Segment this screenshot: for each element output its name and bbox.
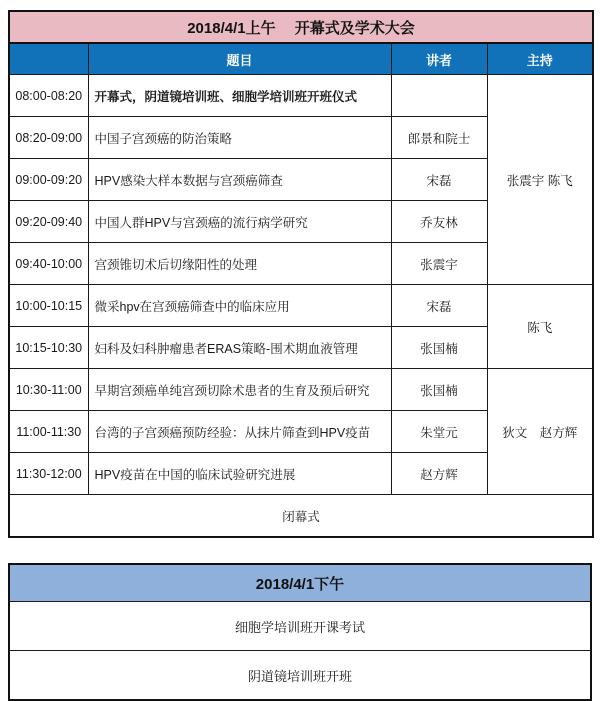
- speaker-cell: 张震宇: [391, 243, 487, 285]
- chair-cell: 狄文 赵方辉: [487, 369, 593, 495]
- time-cell: 10:15-10:30: [9, 327, 88, 369]
- afternoon-title-row: [9, 564, 591, 602]
- title-cell: 微采hpv在宫颈癌筛查中的临床应用: [88, 285, 391, 327]
- speaker-cell: 宋磊: [391, 285, 487, 327]
- closing-row: [9, 495, 593, 538]
- time-cell: 11:30-12:00: [9, 453, 88, 495]
- chair-cell: 陈飞: [487, 285, 593, 369]
- title-cell: HPV疫苗在中国的临床试验研究进展: [88, 453, 391, 495]
- time-cell: 11:00-11:30: [9, 411, 88, 453]
- morning-title-row: [9, 11, 593, 43]
- time-cell: 10:00-10:15: [9, 285, 88, 327]
- time-cell: 09:20-09:40: [9, 201, 88, 243]
- col-header-time: [9, 43, 88, 75]
- title-cell: 妇科及妇科肿瘤患者ERAS策略-围术期血液管理: [88, 327, 391, 369]
- title-cell: 台湾的子宫颈癌预防经验：从抹片筛查到HPV疫苗: [88, 411, 391, 453]
- speaker-cell: 宋磊: [391, 159, 487, 201]
- afternoon-item-cell: 细胞学培训班开课考试: [9, 602, 591, 651]
- schedule-row: [9, 369, 593, 411]
- morning-session-header: 2018/4/1上午 开幕式及学术大会: [9, 11, 593, 43]
- col-header-title: 题目: [88, 43, 391, 75]
- speaker-cell: 乔友林: [391, 201, 487, 243]
- afternoon-schedule-table: [8, 563, 592, 701]
- column-header-row: [9, 43, 593, 75]
- speaker-cell: 赵方辉: [391, 453, 487, 495]
- schedule-row: [9, 651, 591, 701]
- speaker-cell: [391, 75, 487, 117]
- title-cell: 早期宫颈癌单纯宫颈切除术患者的生育及预后研究: [88, 369, 391, 411]
- schedule-row: [9, 75, 593, 117]
- col-header-chair: 主持: [487, 43, 593, 75]
- title-cell: 开幕式，阴道镜培训班、细胞学培训班开班仪式: [88, 75, 391, 117]
- speaker-cell: 朱堂元: [391, 411, 487, 453]
- schedule-row: [9, 602, 591, 651]
- time-cell: 10:30-11:00: [9, 369, 88, 411]
- morning-schedule-table: [8, 10, 594, 538]
- closing-ceremony-cell: 闭幕式: [9, 495, 593, 538]
- time-cell: 09:00-09:20: [9, 159, 88, 201]
- afternoon-item-cell: 阴道镜培训班开班: [9, 651, 591, 701]
- title-cell: HPV感染大样本数据与宫颈癌筛查: [88, 159, 391, 201]
- time-cell: 08:00-08:20: [9, 75, 88, 117]
- title-cell: 中国人群HPV与宫颈癌的流行病学研究: [88, 201, 391, 243]
- time-cell: 08:20-09:00: [9, 117, 88, 159]
- speaker-cell: 张国楠: [391, 327, 487, 369]
- col-header-speaker: 讲者: [391, 43, 487, 75]
- title-cell: 中国子宫颈癌的防治策略: [88, 117, 391, 159]
- speaker-cell: 张国楠: [391, 369, 487, 411]
- chair-cell: 张震宇 陈飞: [487, 75, 593, 285]
- schedule-row: [9, 285, 593, 327]
- time-cell: 09:40-10:00: [9, 243, 88, 285]
- speaker-cell: 郎景和院士: [391, 117, 487, 159]
- title-cell: 宫颈锥切术后切缘阳性的处理: [88, 243, 391, 285]
- afternoon-session-header: 2018/4/1下午: [9, 564, 591, 602]
